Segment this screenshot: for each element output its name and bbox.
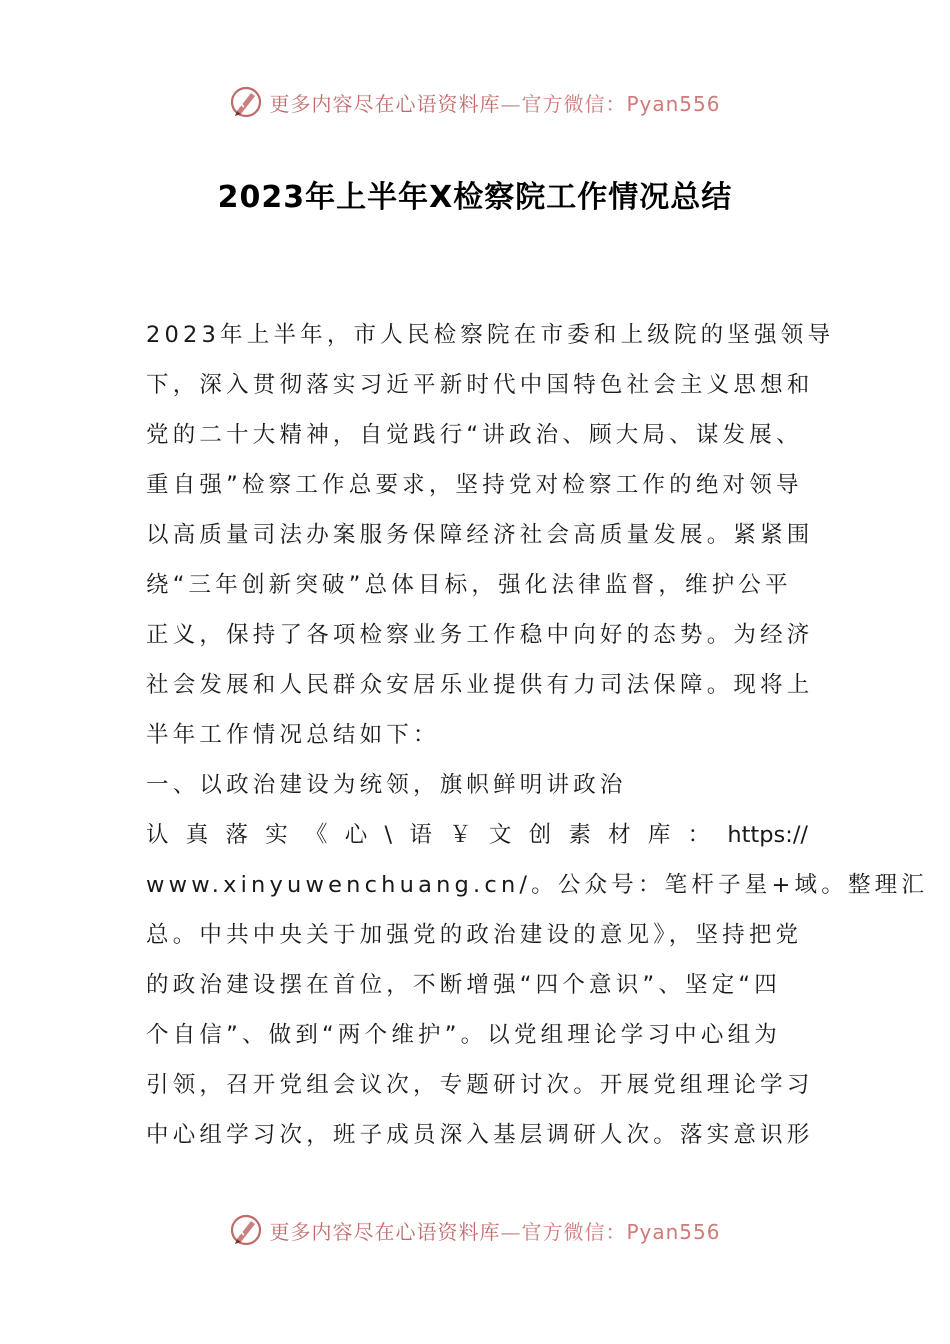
spaced-char: 创 — [528, 822, 552, 848]
spaced-char: 《 — [305, 822, 328, 848]
spaced-char: 素 — [568, 822, 591, 848]
document-title: 2023年上半年X检察院工作情况总结 — [217, 180, 733, 215]
watermark-dash: — — [500, 1219, 522, 1244]
watermark-text — [269, 88, 720, 117]
spaced-char: 心 — [344, 822, 368, 848]
watermark-text — [269, 1216, 720, 1245]
watermark-slogan: 更多内容尽在心语资料库 — [269, 91, 501, 116]
spaced-char: 语 — [409, 822, 432, 848]
body-line: 社会发展和人民群众安居乐业提供有力司法保障。现将上 — [146, 672, 814, 698]
body-line: www.xinyuwenchuang.cn/。公众号：笔杆子星+域。整理汇 — [146, 872, 929, 898]
body-line: 2023年上半年，市人民检察院在市委和上级院的坚强领导 — [146, 322, 835, 348]
body-line: 个自信”、做到“两个维护”。以党组理论学习中心组为 — [146, 1022, 781, 1048]
section-heading: 一、以政治建设为统领，旗帜鲜明讲政治 — [146, 772, 627, 798]
spaced-char: 认 — [146, 822, 169, 848]
spaced-char: ： — [687, 822, 711, 848]
spaced-char: 实 — [265, 822, 288, 848]
pen-logo-icon — [229, 1213, 263, 1247]
watermark-banner-top — [0, 82, 950, 122]
spaced-char: ￥ — [449, 822, 472, 848]
spaced-char: 真 — [185, 822, 209, 848]
body-line: 中心组学习次，班子成员深入基层调研人次。落实意识形 — [146, 1122, 814, 1148]
watermark-wechat: 官方微信：Pyan556 — [521, 91, 721, 116]
watermark-dash: — — [500, 91, 522, 116]
body-line: 下，深入贯彻落实习近平新时代中国特色社会主义思想和 — [146, 372, 814, 398]
watermark-wechat: 官方微信：Pyan556 — [521, 1219, 721, 1244]
spaced-char: 材 — [608, 822, 631, 848]
body-line: 的政治建设摆在首位，不断增强“四个意识”、坚定“四 — [146, 972, 781, 998]
spaced-char: 文 — [488, 822, 512, 848]
body-line: 重自强”检察工作总要求，坚持党对检察工作的绝对领导 — [146, 472, 803, 498]
spaced-char: \ — [384, 822, 393, 848]
pen-logo-icon — [229, 85, 263, 119]
spaced-char: 落 — [225, 822, 249, 848]
watermark-banner-bottom — [0, 1210, 950, 1250]
document-body — [146, 310, 929, 1160]
watermark-slogan: 更多内容尽在心语资料库 — [269, 1219, 501, 1244]
body-line-justified — [146, 810, 808, 860]
spaced-char: 库 — [647, 822, 671, 848]
body-line: 绕“三年创新突破”总体目标，强化法律监督，维护公平 — [146, 572, 792, 598]
body-line: 总。中共中央关于加强党的政治建设的意见》，坚持把党 — [146, 922, 803, 948]
body-line: 党的二十大精神，自觉践行“讲政治、顾大局、谋发展、 — [146, 422, 803, 448]
spaced-link: https:// — [727, 822, 808, 848]
body-line: 正义，保持了各项检察业务工作稳中向好的态势。为经济 — [146, 622, 814, 648]
body-line: 半年工作情况总结如下： — [146, 722, 440, 748]
body-line: 以高质量司法办案服务保障经济社会高质量发展。紧紧围 — [146, 522, 814, 548]
body-line: 引领，召开党组会议次，专题研讨次。开展党组理论学习 — [146, 1072, 814, 1098]
